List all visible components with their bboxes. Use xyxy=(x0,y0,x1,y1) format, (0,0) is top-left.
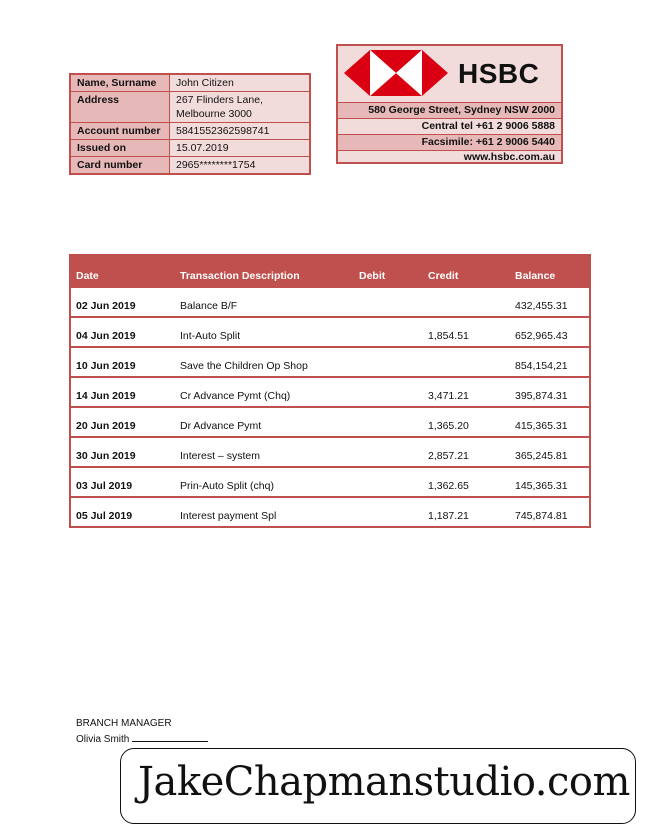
row-description: Interest – system xyxy=(180,450,260,462)
transactions-body xyxy=(71,288,589,526)
bank-address: 580 George Street, Sydney NSW 2000 xyxy=(338,102,561,118)
bank-website: www.hsbc.com.au xyxy=(338,150,561,162)
watermark-text: JakeChapmanstudio.com xyxy=(138,759,630,805)
signature-block xyxy=(76,717,208,747)
table-row xyxy=(71,466,589,496)
info-label: Account number xyxy=(70,123,170,140)
row-description: Prin-Auto Split (chq) xyxy=(180,480,274,492)
transactions-table xyxy=(69,254,591,528)
row-balance: 745,874.81 xyxy=(515,510,568,522)
row-balance: 415,365.31 xyxy=(515,420,568,432)
bank-name: HSBC xyxy=(458,58,540,89)
row-date: 05 Jul 2019 xyxy=(76,510,133,522)
info-row xyxy=(70,157,310,175)
row-description: Cr Advance Pymt (Chq) xyxy=(180,390,291,402)
row-balance: 365,245.81 xyxy=(515,450,568,462)
row-balance: 854,154,21 xyxy=(515,360,568,372)
info-value: 2965********1754 xyxy=(170,157,311,175)
row-date: 02 Jun 2019 xyxy=(76,300,136,312)
info-value: John Citizen xyxy=(170,74,311,92)
signature-title: BRANCH MANAGER xyxy=(76,718,172,729)
row-credit: 1,365.20 xyxy=(428,420,469,432)
address-line-1: 267 Flinders Lane, xyxy=(176,94,263,106)
row-date: 04 Jun 2019 xyxy=(76,330,136,342)
table-row xyxy=(71,436,589,466)
bank-central-tel: Central tel +61 2 9006 5888 xyxy=(338,118,561,134)
header-date: Date xyxy=(76,270,99,282)
row-description: Balance B/F xyxy=(180,300,238,312)
row-date: 30 Jun 2019 xyxy=(76,450,136,462)
watermark-box xyxy=(120,748,636,824)
info-label: Issued on xyxy=(70,140,170,157)
row-credit: 2,857.21 xyxy=(428,450,469,462)
row-date: 03 Jul 2019 xyxy=(76,480,133,492)
info-row xyxy=(70,74,310,92)
info-row xyxy=(70,92,310,123)
signature-name-line xyxy=(76,731,208,747)
transactions-header xyxy=(71,256,589,288)
info-value: 15.07.2019 xyxy=(170,140,311,157)
customer-info-table xyxy=(69,73,311,175)
info-value xyxy=(170,92,311,123)
bank-facsimile: Facsimile: +61 2 9006 5440 xyxy=(338,134,561,150)
header-credit: Credit xyxy=(428,270,459,282)
info-row xyxy=(70,123,310,140)
info-label: Name, Surname xyxy=(70,74,170,92)
row-description: Dr Advance Pymt xyxy=(180,420,262,432)
header-debit: Debit xyxy=(359,270,386,282)
address-line-2: Melbourne 3000 xyxy=(176,108,252,120)
row-date: 20 Jun 2019 xyxy=(76,420,136,432)
row-date: 14 Jun 2019 xyxy=(76,390,136,402)
row-balance: 395,874.31 xyxy=(515,390,568,402)
header-description: Transaction Description xyxy=(180,270,300,282)
bank-info-box xyxy=(336,44,563,164)
bank-logo-area xyxy=(338,46,561,102)
table-row xyxy=(71,496,589,526)
row-balance: 432,455.31 xyxy=(515,300,568,312)
row-description: Interest payment Spl xyxy=(180,510,277,522)
signature-name: Olivia Smith xyxy=(76,734,130,745)
info-row xyxy=(70,140,310,157)
info-label: Address xyxy=(70,92,170,123)
table-row xyxy=(71,406,589,436)
row-credit: 1,854.51 xyxy=(428,330,469,342)
info-label: Card number xyxy=(70,157,170,175)
table-row xyxy=(71,346,589,376)
row-description: Int-Auto Split xyxy=(180,330,241,342)
table-row xyxy=(71,288,589,316)
row-description: Save the Children Op Shop xyxy=(180,360,308,372)
row-date: 10 Jun 2019 xyxy=(76,360,136,372)
row-credit: 1,362.65 xyxy=(428,480,469,492)
header-balance: Balance xyxy=(515,270,556,282)
table-row xyxy=(71,316,589,346)
row-balance: 652,965.43 xyxy=(515,330,568,342)
row-credit: 1,187.21 xyxy=(428,510,469,522)
table-row xyxy=(71,376,589,406)
row-credit: 3,471.21 xyxy=(428,390,469,402)
info-value: 5841552362598741 xyxy=(170,123,311,140)
signature-line xyxy=(132,731,208,742)
row-balance: 145,365.31 xyxy=(515,480,568,492)
hsbc-hexagon-logo-icon xyxy=(344,50,448,96)
